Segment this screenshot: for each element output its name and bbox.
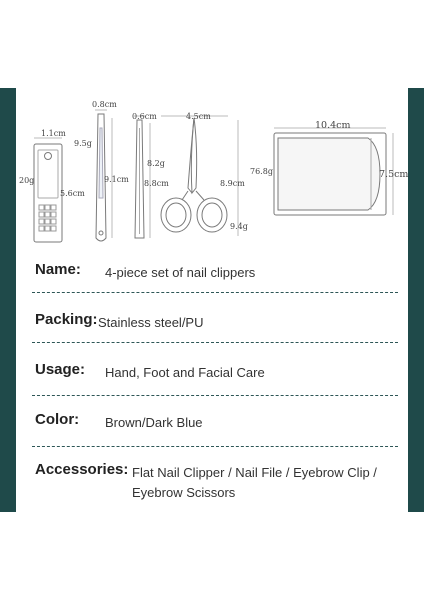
tweezer-width-label: 0.6cm <box>132 112 157 121</box>
scissors-weight-label: 9.4g <box>230 222 248 231</box>
case-drawing <box>274 128 393 215</box>
divider <box>32 395 398 396</box>
nail-clipper-drawing <box>34 138 62 242</box>
case-width-label: 10.4cm <box>315 120 351 131</box>
divider <box>32 292 398 293</box>
spec-row-usage <box>35 361 396 385</box>
clipper-width-label: 1.1cm <box>41 129 66 138</box>
tweezer-drawing <box>134 116 150 238</box>
spec-value-color: Brown/Dark Blue <box>105 415 203 430</box>
spec-value-name: 4-piece set of nail clippers <box>105 265 256 280</box>
tweezer-height-label: 8.8cm <box>144 179 169 188</box>
file-width-label: 0.8cm <box>92 100 117 109</box>
scissors-height-label: 8.9cm <box>220 179 245 188</box>
spec-value-usage: Hand, Foot and Facial Care <box>105 365 265 380</box>
spec-label-color: Color: <box>35 411 80 428</box>
spec-row-packing <box>35 311 396 335</box>
clipper-height-label: 5.6cm <box>60 189 85 198</box>
clipper-weight-label: 20g <box>19 176 35 185</box>
right-accent-bar <box>408 88 424 512</box>
tweezer-weight-label: 8.2g <box>147 159 165 168</box>
scissors-width-label: 4.5cm <box>186 112 211 121</box>
spec-row-color <box>35 411 396 435</box>
left-accent-bar <box>0 88 16 512</box>
product-dimension-diagram <box>16 88 408 252</box>
case-weight-label: 76.8g <box>250 167 273 176</box>
divider <box>32 446 398 447</box>
spec-label-accessories: Accessories: <box>35 461 129 478</box>
divider <box>32 342 398 343</box>
spec-label-name: Name: <box>35 261 81 278</box>
spec-value-accessories-line2: Eyebrow Scissors <box>132 485 236 500</box>
product-line-drawing <box>16 88 408 252</box>
case-height-label: 7.5cm <box>379 169 409 180</box>
spec-value-accessories-line1: Flat Nail Clipper / Nail File / Eyebrow Clip / <box>132 465 377 480</box>
spec-value-packing: Stainless steel/PU <box>98 315 204 330</box>
file-height-label: 9.1cm <box>104 175 129 184</box>
spec-row-accessories <box>35 461 396 505</box>
file-weight-label: 9.5g <box>74 139 92 148</box>
scissors-drawing <box>161 116 238 236</box>
spec-row-name <box>35 261 396 285</box>
spec-label-packing: Packing: <box>35 311 98 328</box>
spec-label-usage: Usage: <box>35 361 86 378</box>
